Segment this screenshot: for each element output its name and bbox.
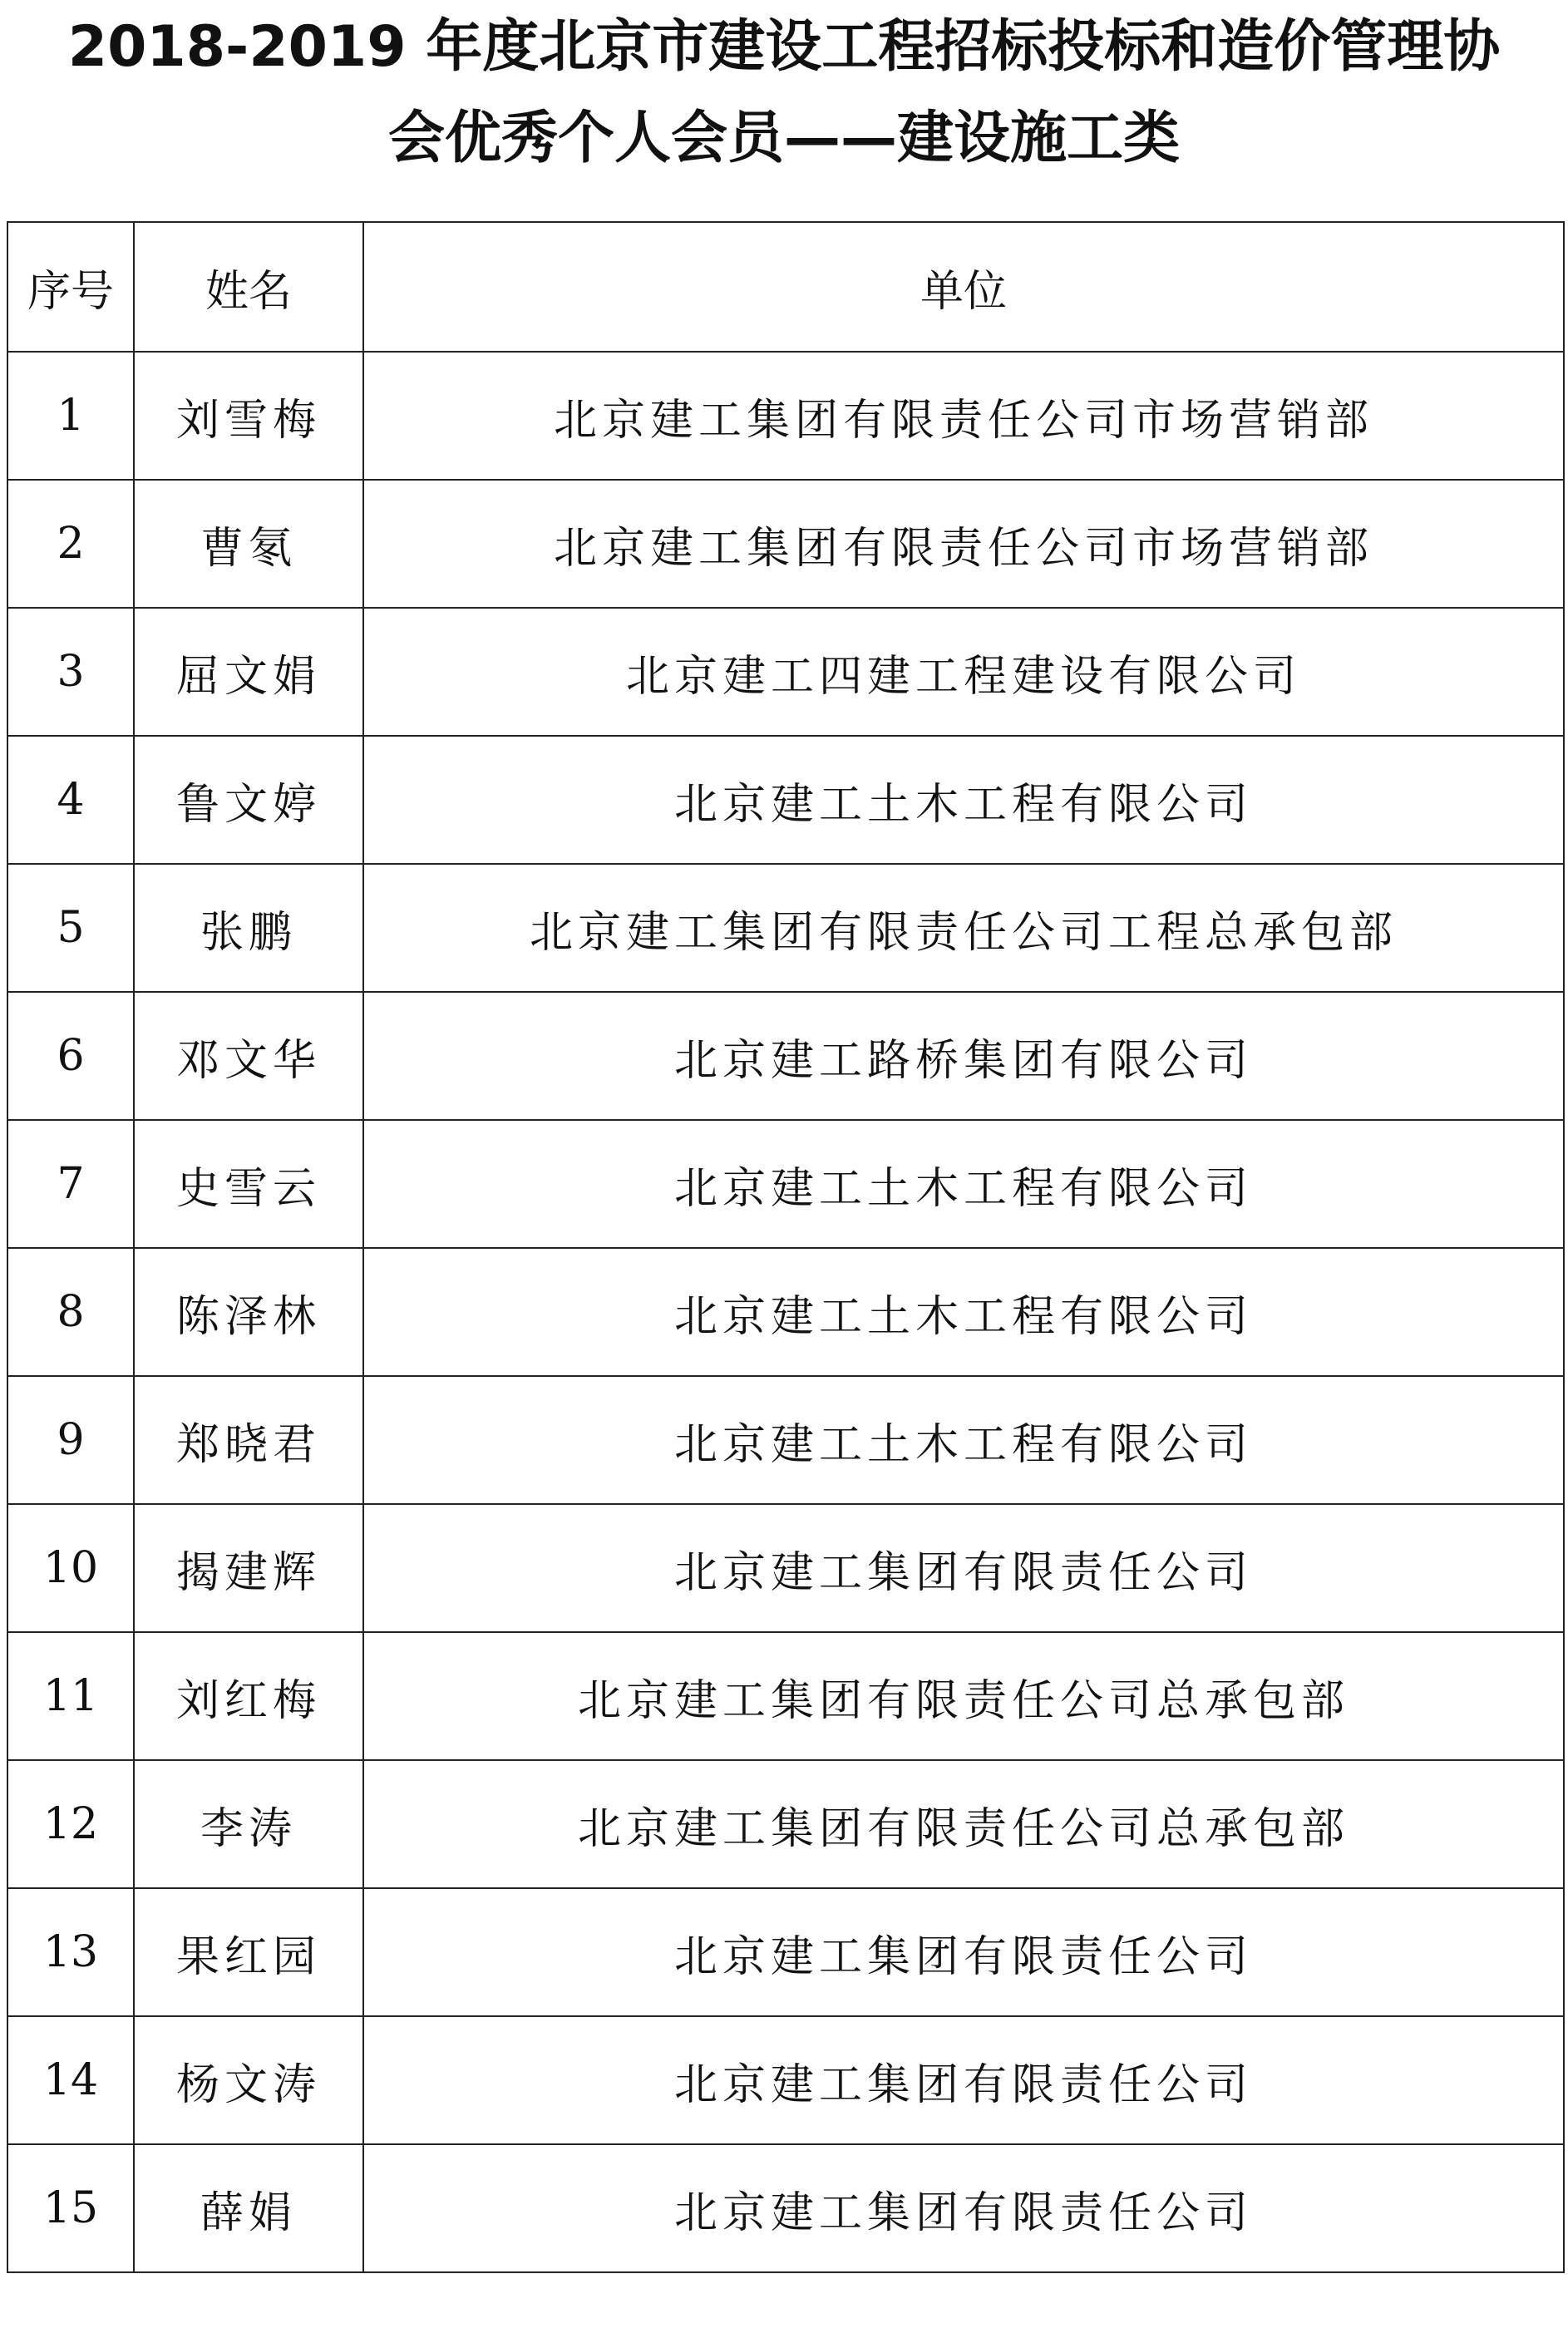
table-row <box>7 1120 1564 1248</box>
cell-member-name: 刘红梅 <box>134 1632 363 1760</box>
table-row <box>7 864 1564 992</box>
header-no: 序号 <box>7 222 134 352</box>
table-row <box>7 1760 1564 1888</box>
cell-member-name: 郑晓君 <box>134 1376 363 1504</box>
table-row <box>7 1888 1564 2016</box>
cell-serial-number: 8 <box>7 1248 134 1376</box>
header-unit: 单位 <box>363 222 1564 352</box>
cell-organization: 北京建工集团有限责任公司总承包部 <box>363 1760 1564 1888</box>
cell-organization: 北京建工土木工程有限公司 <box>363 1376 1564 1504</box>
title-line-1: 2018-2019 年度北京市建设工程招标投标和造价管理协 <box>67 14 1501 80</box>
cell-organization: 北京建工集团有限责任公司 <box>363 2016 1564 2144</box>
cell-member-name: 邓文华 <box>134 992 363 1120</box>
member-table <box>7 221 1565 2273</box>
cell-organization: 北京建工土木工程有限公司 <box>363 1248 1564 1376</box>
cell-serial-number: 11 <box>7 1632 134 1760</box>
cell-member-name: 张鹏 <box>134 864 363 992</box>
cell-organization: 北京建工集团有限责任公司市场营销部 <box>363 480 1564 608</box>
table-row <box>7 1504 1564 1632</box>
cell-organization: 北京建工路桥集团有限公司 <box>363 992 1564 1120</box>
cell-member-name: 史雪云 <box>134 1120 363 1248</box>
cell-member-name: 李涛 <box>134 1760 363 1888</box>
table-body <box>7 352 1564 2272</box>
table-row <box>7 352 1564 480</box>
table-row <box>7 608 1564 736</box>
page-title <box>0 0 1568 185</box>
table-row <box>7 992 1564 1120</box>
cell-serial-number: 14 <box>7 2016 134 2144</box>
cell-member-name: 揭建辉 <box>134 1504 363 1632</box>
cell-organization: 北京建工集团有限责任公司总承包部 <box>363 1632 1564 1760</box>
cell-member-name: 曹氡 <box>134 480 363 608</box>
table-row <box>7 480 1564 608</box>
cell-member-name: 杨文涛 <box>134 2016 363 2144</box>
cell-member-name: 屈文娟 <box>134 608 363 736</box>
cell-organization: 北京建工集团有限责任公司工程总承包部 <box>363 864 1564 992</box>
cell-serial-number: 5 <box>7 864 134 992</box>
table-row <box>7 2016 1564 2144</box>
table-row <box>7 1632 1564 1760</box>
cell-organization: 北京建工集团有限责任公司市场营销部 <box>363 352 1564 480</box>
cell-organization: 北京建工土木工程有限公司 <box>363 1120 1564 1248</box>
cell-member-name: 陈泽林 <box>134 1248 363 1376</box>
cell-serial-number: 9 <box>7 1376 134 1504</box>
cell-member-name: 薛娟 <box>134 2144 363 2272</box>
cell-serial-number: 7 <box>7 1120 134 1248</box>
table-row <box>7 736 1564 864</box>
cell-serial-number: 10 <box>7 1504 134 1632</box>
cell-serial-number: 6 <box>7 992 134 1120</box>
cell-member-name: 果红园 <box>134 1888 363 2016</box>
table-header-row <box>7 222 1564 352</box>
cell-organization: 北京建工集团有限责任公司 <box>363 1504 1564 1632</box>
cell-serial-number: 3 <box>7 608 134 736</box>
cell-serial-number: 13 <box>7 1888 134 2016</box>
cell-organization: 北京建工土木工程有限公司 <box>363 736 1564 864</box>
cell-serial-number: 4 <box>7 736 134 864</box>
cell-member-name: 鲁文婷 <box>134 736 363 864</box>
cell-organization: 北京建工四建工程建设有限公司 <box>363 608 1564 736</box>
cell-serial-number: 15 <box>7 2144 134 2272</box>
cell-organization: 北京建工集团有限责任公司 <box>363 1888 1564 2016</box>
title-line-2: 会优秀个人会员——建设施工类 <box>387 106 1180 171</box>
table-row <box>7 1248 1564 1376</box>
cell-serial-number: 12 <box>7 1760 134 1888</box>
table-row <box>7 2144 1564 2272</box>
table-row <box>7 1376 1564 1504</box>
cell-serial-number: 2 <box>7 480 134 608</box>
cell-serial-number: 1 <box>7 352 134 480</box>
header-name: 姓名 <box>134 222 363 352</box>
cell-organization: 北京建工集团有限责任公司 <box>363 2144 1564 2272</box>
cell-member-name: 刘雪梅 <box>134 352 363 480</box>
